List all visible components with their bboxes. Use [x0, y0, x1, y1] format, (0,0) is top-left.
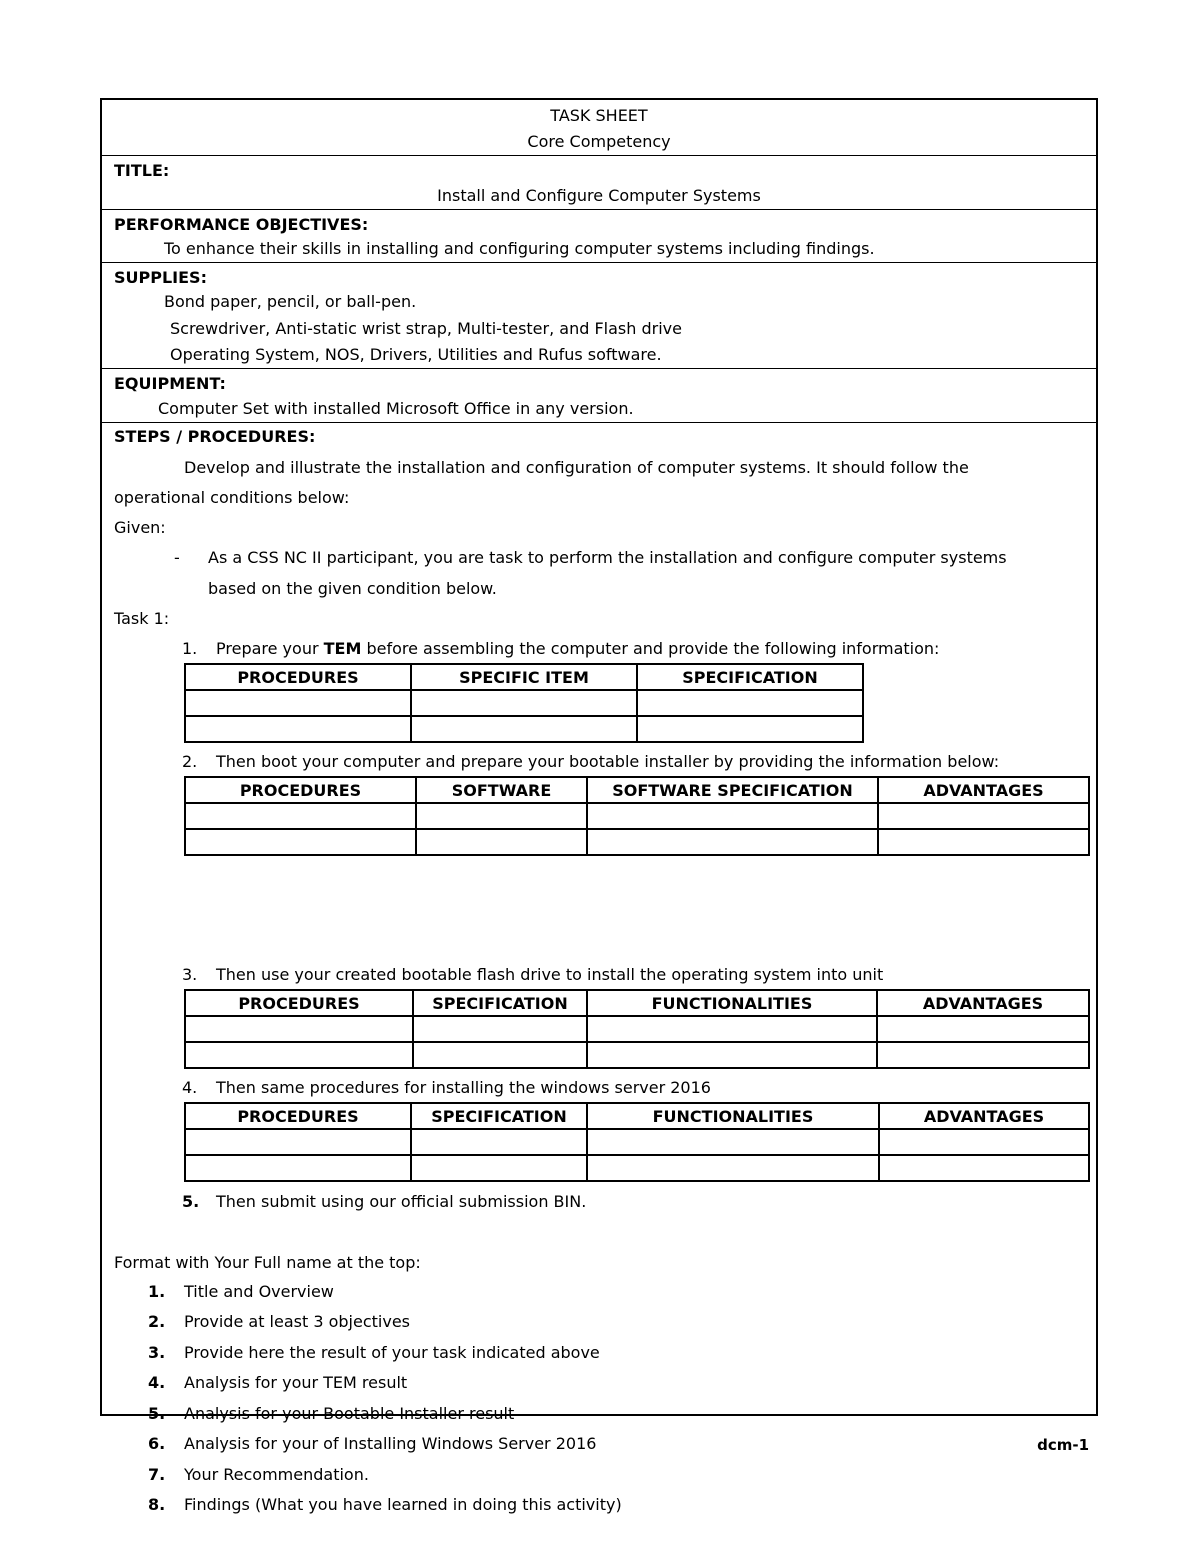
table-cell[interactable] — [587, 1042, 877, 1068]
table-cell[interactable] — [879, 1155, 1089, 1181]
table-cell[interactable] — [185, 1042, 413, 1068]
format-item: Analysis for your Bootable Installer result — [184, 1404, 515, 1423]
table-row — [185, 1016, 1089, 1042]
table-cell[interactable] — [587, 1129, 879, 1155]
format-number: 7. — [148, 1465, 166, 1484]
step-number: 3. — [182, 965, 198, 984]
table-cell[interactable] — [877, 1016, 1089, 1042]
bullet-dash: - — [174, 548, 180, 567]
table-row — [185, 690, 863, 716]
step-text: Then submit using our official submission BIN. — [216, 1192, 587, 1211]
format-item: Analysis for your of Installing Windows Server 2016 — [184, 1434, 597, 1453]
objectives-section — [102, 210, 1096, 263]
given-bullet: based on the given condition below. — [208, 579, 497, 598]
table-header-cell: SOFTWARE SPECIFICATION — [587, 777, 878, 803]
table-cell[interactable] — [185, 829, 416, 855]
table-header-cell: SPECIFICATION — [637, 664, 863, 690]
step-text: Prepare your TEM before assembling the computer and provide the following information: — [216, 639, 940, 658]
step-text: Then same procedures for installing the windows server 2016 — [216, 1078, 711, 1097]
table-cell[interactable] — [413, 1016, 587, 1042]
table-row — [185, 1155, 1089, 1181]
supplies-item: Operating System, NOS, Drivers, Utilities and Rufus software. — [170, 345, 662, 364]
equipment-label: EQUIPMENT: — [114, 374, 226, 393]
table-header-cell: ADVANTAGES — [878, 777, 1089, 803]
page-footer-code: dcm-1 — [1037, 1436, 1089, 1454]
table-cell[interactable] — [879, 1129, 1089, 1155]
task-label: Task 1: — [114, 609, 170, 628]
steps-intro: operational conditions below: — [114, 488, 350, 507]
table-cell[interactable] — [185, 716, 411, 742]
header-section — [102, 100, 1096, 156]
format-number: 1. — [148, 1282, 166, 1301]
supplies-label: SUPPLIES: — [114, 268, 207, 287]
format-item: Analysis for your TEM result — [184, 1373, 408, 1392]
table-cell[interactable] — [185, 690, 411, 716]
format-number: 6. — [148, 1434, 166, 1453]
steps-intro: Develop and illustrate the installation and configuration of computer systems. It should follow the — [184, 458, 969, 477]
step-number: 1. — [182, 639, 198, 658]
format-number: 2. — [148, 1312, 166, 1331]
format-label: Format with Your Full name at the top: — [114, 1253, 421, 1272]
table-cell[interactable] — [587, 1155, 879, 1181]
table-header-cell: ADVANTAGES — [877, 990, 1089, 1016]
table-cell[interactable] — [411, 716, 637, 742]
format-number: 5. — [148, 1404, 166, 1423]
table-cell[interactable] — [413, 1042, 587, 1068]
supplies-item: Bond paper, pencil, or ball-pen. — [164, 292, 417, 311]
objectives-text: To enhance their skills in installing and configuring computer systems including findings. — [164, 239, 875, 258]
table-cell[interactable] — [411, 1129, 587, 1155]
equipment-text: Computer Set with installed Microsoft Office in any version. — [158, 399, 634, 418]
table-cell[interactable] — [587, 829, 878, 855]
sheet-title: TASK SHEET — [550, 106, 648, 125]
table-header-row — [185, 777, 1089, 803]
table-cell[interactable] — [877, 1042, 1089, 1068]
step-text: Then use your created bootable flash drive to install the operating system into unit — [216, 965, 884, 984]
format-item: Your Recommendation. — [184, 1465, 369, 1484]
os-install-table — [184, 989, 1090, 1069]
format-item: Findings (What you have learned in doing this activity) — [184, 1495, 622, 1514]
table-header-row — [185, 1103, 1089, 1129]
table-cell[interactable] — [185, 1155, 411, 1181]
format-item: Provide at least 3 objectives — [184, 1312, 410, 1331]
table-cell[interactable] — [411, 690, 637, 716]
table-cell[interactable] — [878, 829, 1089, 855]
table-cell[interactable] — [185, 1129, 411, 1155]
table-row — [185, 829, 1089, 855]
table-header-cell: FUNCTIONALITIES — [587, 990, 877, 1016]
table-cell[interactable] — [411, 1155, 587, 1181]
table-header-cell: SPECIFICATION — [413, 990, 587, 1016]
table-cell[interactable] — [587, 1016, 877, 1042]
format-item: Provide here the result of your task indicated above — [184, 1343, 600, 1362]
supplies-section — [102, 263, 1096, 369]
table-header-cell: PROCEDURES — [185, 664, 411, 690]
table-header-row — [185, 664, 863, 690]
table-cell[interactable] — [185, 1016, 413, 1042]
format-number: 3. — [148, 1343, 166, 1362]
table-header-cell: PROCEDURES — [185, 777, 416, 803]
supplies-item: Screwdriver, Anti-static wrist strap, Multi-tester, and Flash drive — [170, 319, 682, 338]
title-label: TITLE: — [114, 161, 170, 180]
table-cell[interactable] — [878, 803, 1089, 829]
table-header-cell: PROCEDURES — [185, 1103, 411, 1129]
step-number: 4. — [182, 1078, 198, 1097]
title-value: Install and Configure Computer Systems — [437, 186, 761, 205]
step-number: 5. — [182, 1192, 200, 1211]
server-install-table — [184, 1102, 1090, 1182]
given-bullet: As a CSS NC II participant, you are task to perform the installation and configure computer systems — [208, 548, 1007, 567]
table-cell[interactable] — [185, 803, 416, 829]
table-cell[interactable] — [637, 690, 863, 716]
format-number: 8. — [148, 1495, 166, 1514]
steps-label: STEPS / PROCEDURES: — [114, 427, 316, 446]
step-text: Then boot your computer and prepare your bootable installer by providing the information below: — [216, 752, 1000, 771]
table-header-cell: FUNCTIONALITIES — [587, 1103, 879, 1129]
title-section — [102, 156, 1096, 210]
objectives-label: PERFORMANCE OBJECTIVES: — [114, 215, 369, 234]
table-cell[interactable] — [416, 803, 587, 829]
step-number: 2. — [182, 752, 198, 771]
table-row — [185, 1042, 1089, 1068]
equipment-section — [102, 369, 1096, 423]
sheet-subtitle: Core Competency — [527, 132, 671, 151]
table-header-cell: SPECIFIC ITEM — [411, 664, 637, 690]
table-header-cell: SPECIFICATION — [411, 1103, 587, 1129]
table-row — [185, 1129, 1089, 1155]
table-header-row — [185, 990, 1089, 1016]
bootable-table — [184, 776, 1090, 856]
format-item: Title and Overview — [184, 1282, 334, 1301]
table-cell[interactable] — [416, 829, 587, 855]
table-cell[interactable] — [637, 716, 863, 742]
table-row — [185, 716, 863, 742]
format-number: 4. — [148, 1373, 166, 1392]
tem-table — [184, 663, 864, 743]
table-header-cell: PROCEDURES — [185, 990, 413, 1016]
table-cell[interactable] — [587, 803, 878, 829]
table-header-cell: SOFTWARE — [416, 777, 587, 803]
given-label: Given: — [114, 518, 166, 537]
table-row — [185, 803, 1089, 829]
table-header-cell: ADVANTAGES — [879, 1103, 1089, 1129]
